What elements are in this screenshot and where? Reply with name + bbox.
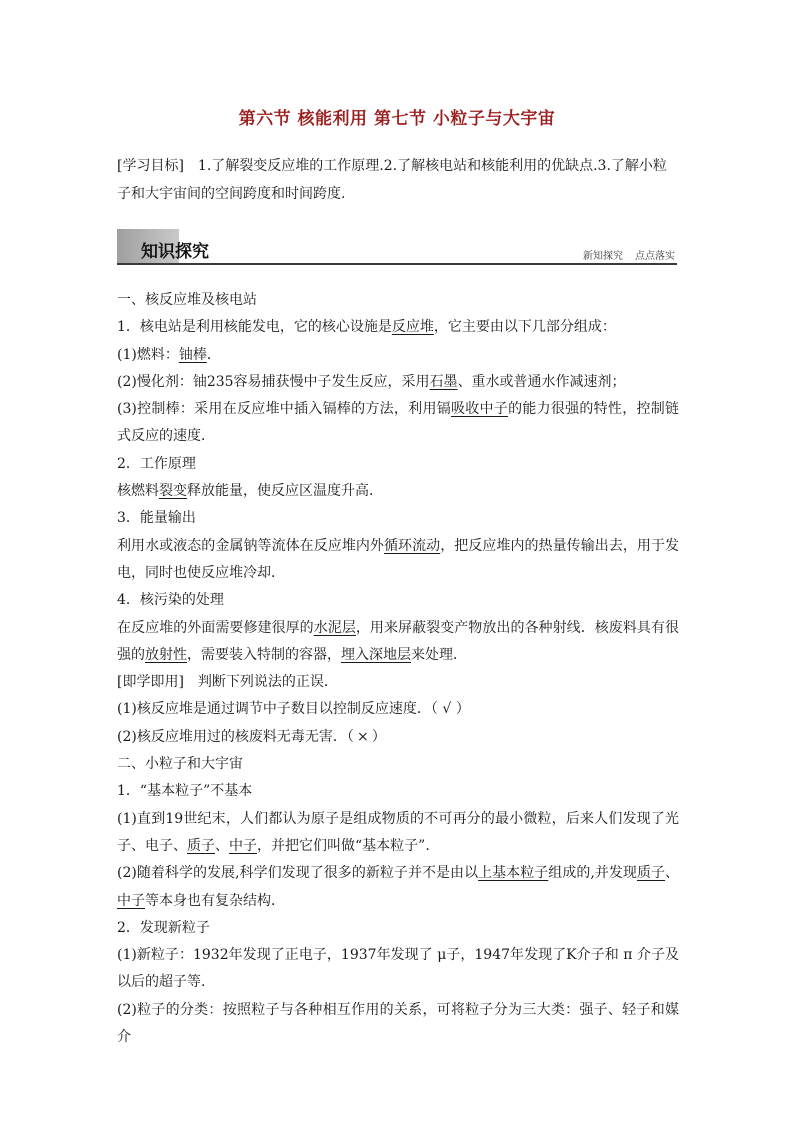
- text: 等本身也有复杂结构．: [145, 892, 285, 909]
- s2-item-1-heading: 1．“基本粒子”不基本: [117, 783, 253, 800]
- text: ，用来屏蔽裂变产物放出的各种射线．核废料具有很强的: [117, 619, 680, 663]
- page-title: 第六节 核能利用 第七节 小粒子与大宇宙: [238, 109, 556, 129]
- text: 核燃料: [117, 483, 159, 500]
- text: (2)随着科学的发展,科学们发现了很多的新粒子并不是由以: [117, 865, 479, 882]
- section-1-heading: 一、核反应堆及核电站: [117, 292, 257, 308]
- text: ，把反应堆内的热量传输出去，用于发电，同时也使反应堆冷却．: [117, 537, 680, 581]
- blank-answer: 埋入深地层: [341, 646, 411, 663]
- s2-item-2-heading: 2．发现新粒子: [117, 919, 210, 936]
- text: 、重水或普通水作减速剂；: [457, 373, 626, 390]
- blank-answer: 中子: [117, 892, 145, 909]
- text: (1)核反应堆是通过调节中子数目以控制反应速度．（: [117, 701, 438, 718]
- s2-para-2: [117, 860, 679, 915]
- blank-answer: 质子: [636, 865, 666, 882]
- section-2-heading: 二、小粒子和大宇宙: [117, 756, 243, 773]
- judge-prompt: [即学即用] 判断下列说法的正误．: [117, 674, 338, 691]
- text: 1．核电站是利用核能发电，它的核心设施是: [117, 319, 392, 336]
- learning-goals: [117, 152, 679, 208]
- text: ．: [206, 346, 221, 363]
- banner-tag-1: 新知探究: [583, 251, 623, 262]
- text: ，需要装入特制的容器，: [187, 646, 341, 663]
- text: (3)控制棒：采用在反应堆中插入镉棒的方法，利用镉: [117, 401, 451, 418]
- text: 组成的,并发现: [548, 865, 637, 882]
- s2-para-1: [117, 806, 679, 861]
- banner-rule: [117, 263, 677, 265]
- s2-para-4: (2)粒子的分类：按照粒子与各种相互作用的关系，可将粒子分为三大类：强子、轻子和媒介: [117, 1001, 679, 1046]
- banner-title: 知识探究: [141, 242, 209, 262]
- text: 来处理．: [411, 646, 467, 663]
- text: ）: [455, 701, 470, 718]
- text: 在反应堆的外面需要修建很厚的: [117, 619, 314, 636]
- text: 利用水或液态的金属钠等流体在反应堆内外: [117, 537, 384, 554]
- s1-pollution: [117, 615, 679, 670]
- blank-answer: 水泥层: [313, 619, 356, 636]
- banner-tag-2: 点点落实: [635, 251, 675, 262]
- blank-answer: 裂变: [159, 483, 187, 500]
- learning-goals-label: [学习目标]: [117, 158, 184, 174]
- blank-answer: 反应堆: [391, 319, 434, 336]
- check-mark: √: [442, 701, 452, 718]
- s1-principle: [117, 478, 679, 505]
- blank-answer: 上基本粒子: [478, 865, 549, 882]
- s1-fuel: [117, 342, 679, 369]
- judge-item-2: [117, 724, 679, 751]
- text: (1)直到19世纪末，人们都认为原子是组成物质的不可再分的最小微粒，后来人们发现了光子、电子、: [117, 810, 679, 854]
- section-banner: [117, 229, 677, 265]
- blank-answer: 中子: [229, 837, 257, 854]
- blank-answer: 循环流动: [383, 537, 441, 554]
- blank-answer: 放射性: [145, 646, 187, 663]
- blank-answer: 吸收中子: [450, 401, 509, 418]
- s1-control-rod: [117, 396, 679, 451]
- blank-answer: 质子: [187, 837, 215, 854]
- s1-item-1: [117, 314, 679, 341]
- s1-item-4-heading: 4．核污染的处理: [117, 592, 224, 609]
- s1-energy-output: [117, 533, 679, 588]
- text: ）: [371, 728, 386, 745]
- text: 释放能量，使反应区温度升高．: [187, 483, 383, 500]
- s1-moderator: [117, 369, 679, 396]
- blank-answer: 铀棒: [178, 346, 207, 363]
- text: 的能力很强的特性，控制链式反应的速度．: [117, 401, 680, 445]
- judge-item-1: [117, 696, 679, 723]
- blank-answer: 石墨: [429, 373, 458, 390]
- banner-tagline: [583, 247, 675, 262]
- s1-item-2-heading: 2．工作原理: [117, 455, 196, 472]
- text: ，并把它们叫做“基本粒子”.: [257, 837, 430, 854]
- s1-item-3-heading: 3．能量输出: [117, 510, 196, 527]
- text: 、: [215, 837, 229, 854]
- text: 、: [665, 865, 680, 882]
- learning-goals-text: 1.了解裂变反应堆的工作原理.2.了解核电站和核能利用的优缺点.3.了解小粒子和大宇宙间的空间跨度和时间跨度.: [117, 158, 667, 202]
- cross-mark: ×: [356, 728, 369, 745]
- main-content: [117, 287, 679, 1051]
- text: (1)燃料：: [117, 346, 179, 363]
- text: (2)慢化剂：铀235容易捕获慢中子发生反应，采用: [117, 373, 430, 390]
- text: (2)核反应堆用过的核废料无毒无害．（: [117, 728, 354, 745]
- text: ，它主要由以下几部分组成：: [433, 319, 616, 336]
- s2-para-3: (1)新粒子：1932年发现了正电子，1937年发现了 μ子，1947年发现了K介子和 π 介子及以后的超子等．: [117, 947, 679, 991]
